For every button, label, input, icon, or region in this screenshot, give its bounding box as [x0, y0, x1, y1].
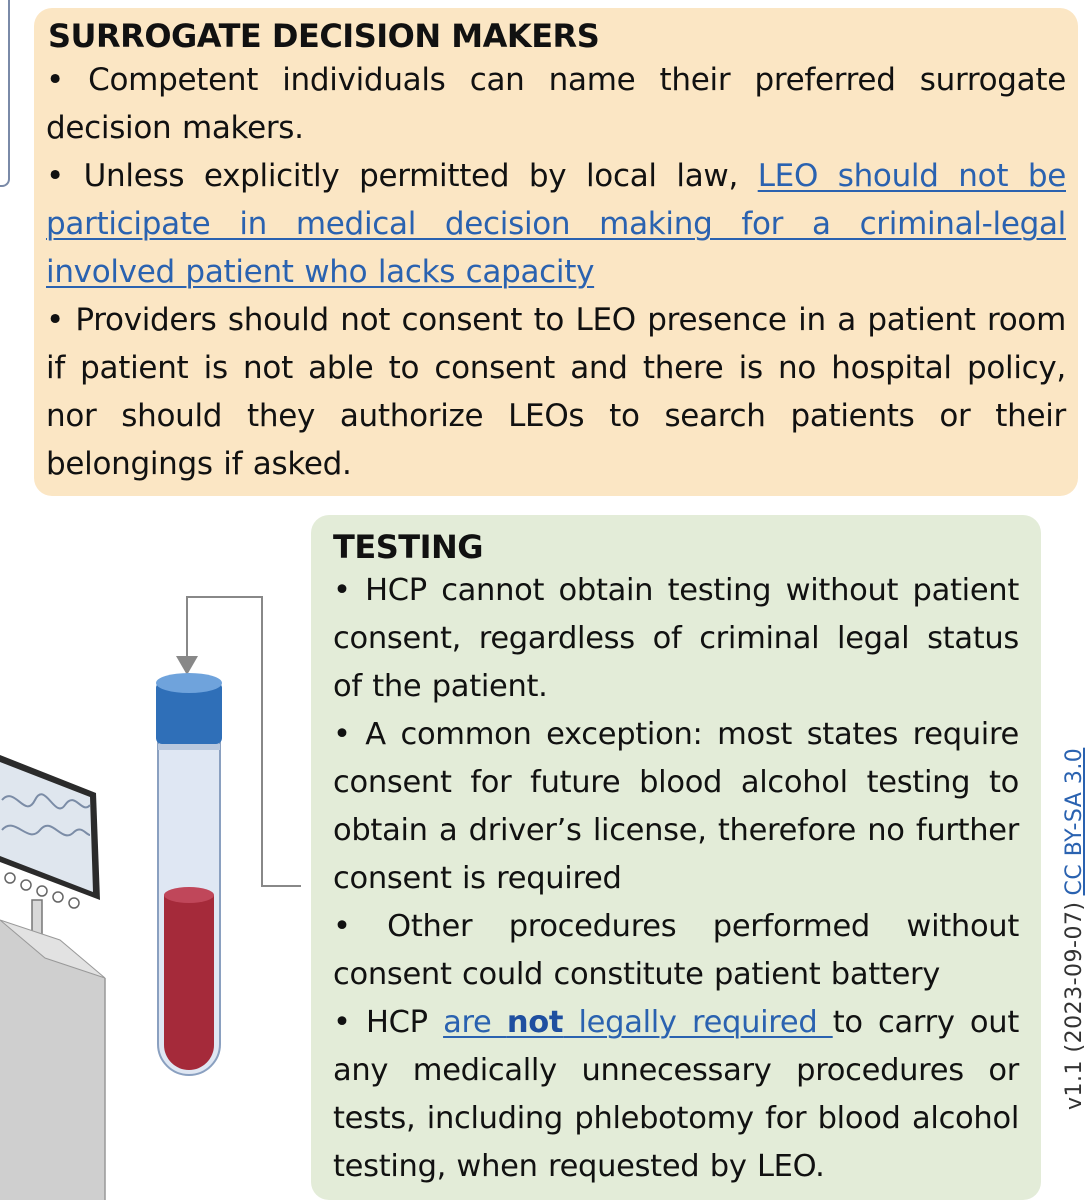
version-text: v1.1 (2023-09-07) — [1062, 901, 1087, 1110]
leo-decision-making-link[interactable]: LEO should not be participate in medical decision making for a criminal-legal involved patient who lacks capacity — [46, 158, 1066, 290]
testing-bullet-4 — [333, 999, 1019, 1191]
link-text-are: are — [443, 1005, 507, 1040]
testing-panel — [311, 515, 1041, 1200]
blood-tube-illustration — [156, 673, 222, 1075]
link-text-legally-required: legally required — [563, 1005, 833, 1040]
surrogate-decision-makers-panel — [34, 8, 1078, 496]
blood-tube-and-monitor-illustration — [0, 500, 311, 1200]
license-link[interactable]: CC BY-SA 3.0 — [1062, 747, 1087, 896]
not-legally-required-link[interactable] — [443, 1005, 833, 1040]
testing-panel-title: TESTING — [333, 528, 484, 566]
surrogate-bullet-2 — [46, 152, 1066, 296]
surrogate-bullet-3: • Providers should not consent to LEO presence in a patient room if patient is not able to consent and there is no hospital policy, nor should they authorize LEOs to search patients or their belongings if asked. — [46, 302, 1066, 482]
testing-bullet-1: • HCP cannot obtain testing without patient consent, regardless of criminal legal status of the patient. — [333, 573, 1019, 704]
surrogate-panel-title: SURROGATE DECISION MAKERS — [48, 17, 600, 55]
testing-bullet-2: • A common exception: most states require consent for future blood alcohol testing to obtain a driver’s license, therefore no further consent is required — [333, 717, 1019, 896]
version-license-caption — [1063, 748, 1087, 1110]
cart-illustration — [0, 920, 105, 1200]
link-text-not: not — [506, 1005, 564, 1040]
testing-bullet-4-lead: • HCP — [333, 1005, 444, 1040]
testing-bullet-3: • Other procedures performed without consent could constitute patient battery — [333, 909, 1019, 992]
connector-arrowhead — [176, 656, 198, 675]
surrogate-bullet-2-text: • Unless explicitly permitted by local law, — [46, 158, 758, 194]
left-edge-bracket — [0, 0, 10, 187]
testing-bullet-4-rest: to carry out any medically unnecessary procedures or tests, including phlebotomy for blood alcohol testing, when requested by LEO. — [333, 1005, 1019, 1184]
surrogate-bullet-1: • Competent individuals can name their preferred surrogate decision makers. — [46, 62, 1066, 146]
